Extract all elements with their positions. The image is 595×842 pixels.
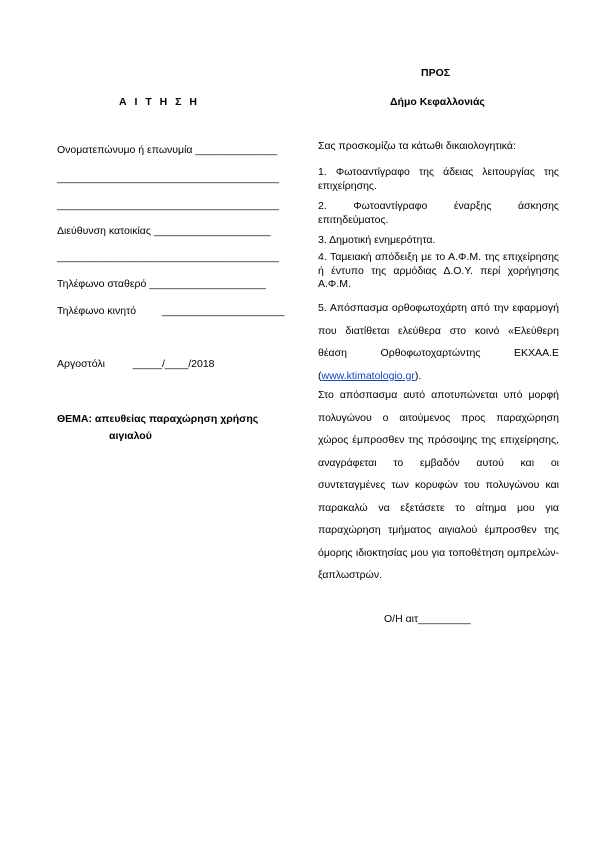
subject-label: ΘΕΜΑ: (57, 413, 92, 425)
address-field[interactable] (57, 225, 271, 237)
address-label: Διεύθυνση κατοικίας (57, 225, 151, 237)
name-blank: ______________ (195, 144, 278, 156)
subject-line (57, 413, 258, 425)
request-title: Α Ι Τ Η Σ Η (119, 96, 200, 108)
description-paragraph: Στο απόσπασμα αυτό αποτυπώνεται υπό μορφή πολυγώνου ο αιτούμενος προς παραχώρηση χώρος έμπροσθεν της πρόσοψης της επιχείρησης, αναγράφεται το εμβαδόν αυτού και οι συντεταγμένες των κορυφών του πολυγώνου και παρακαλώ να εξετάσετε το αίτημα μου για παραχώρηση τμήματος αιγιαλού έμπροσθεν της όμορης ιδιοκτησίας μου για τοποθέτηση ομπρελών-ξαπλωστρών. (318, 389, 559, 581)
landline-label: Τηλέφωνο σταθερό (57, 278, 147, 290)
signature-field[interactable]: Ο/Η αιτ_________ (384, 613, 471, 625)
list-item: 1. Φωτοαντίγραφο της άδειας λειτουργίας της επιχείρησης. (318, 166, 559, 192)
landline-field[interactable] (57, 278, 266, 290)
intro-text: Σας προσκομίζω τα κάτωθι δικαιολογητικά: (318, 140, 516, 152)
subject-text-1: απευθείας παραχώρηση χρήσης (94, 413, 259, 425)
item5-end: ). (414, 369, 422, 382)
date-field[interactable]: _____/____/2018 (132, 358, 215, 370)
subject-text-2: αιγιαλού (109, 430, 152, 442)
to-label: ΠΡΟΣ (421, 67, 451, 79)
list-item-5 (318, 297, 559, 387)
place-date-line (57, 358, 215, 370)
list-item: 3. Δημοτική ενημερότητα. (318, 234, 436, 246)
place: Αργοστόλι (57, 358, 105, 370)
name-field[interactable] (57, 144, 277, 156)
list-item: 2. Φωτοαντίγραφο έναρξης άσκησης επιτηδεύματος. (318, 200, 559, 226)
name-continuation-line-2[interactable]: ______________________________________ (57, 199, 279, 211)
recipient: Δήμο Κεφαλλονιάς (390, 96, 485, 108)
landline-blank: ____________________ (149, 278, 267, 290)
name-label: Ονοματεπώνυμο ή επωνυμία (57, 144, 193, 156)
mobile-blank: _____________________ (161, 305, 285, 317)
ktimatologio-link[interactable]: www.ktimatologio.gr (321, 369, 415, 382)
list-item: 4. Ταμειακή απόδειξη με το Α.Φ.Μ. της επιχείρησης ή έντυπο της αρμόδιας Δ.Ο.Υ. περί χορήγησης Α.Φ.Μ. (318, 251, 559, 290)
mobile-label: Τηλέφωνο κινητό (57, 305, 137, 317)
item5-text: 5. Απόσπασμα ορθοφωτοχάρτη από την εφαρμογή που διατίθεται ελεύθερα στο κοινό «Ελεύθερη θέαση Ορθοφωτοχαρτώντης ΕΚΧΑΑ.Ε ( (318, 302, 559, 382)
address-blank: ____________________ (153, 225, 271, 237)
name-continuation-line-1[interactable]: ______________________________________ (57, 172, 279, 184)
address-continuation-line[interactable]: ______________________________________ (57, 251, 279, 263)
mobile-field[interactable] (57, 305, 285, 317)
